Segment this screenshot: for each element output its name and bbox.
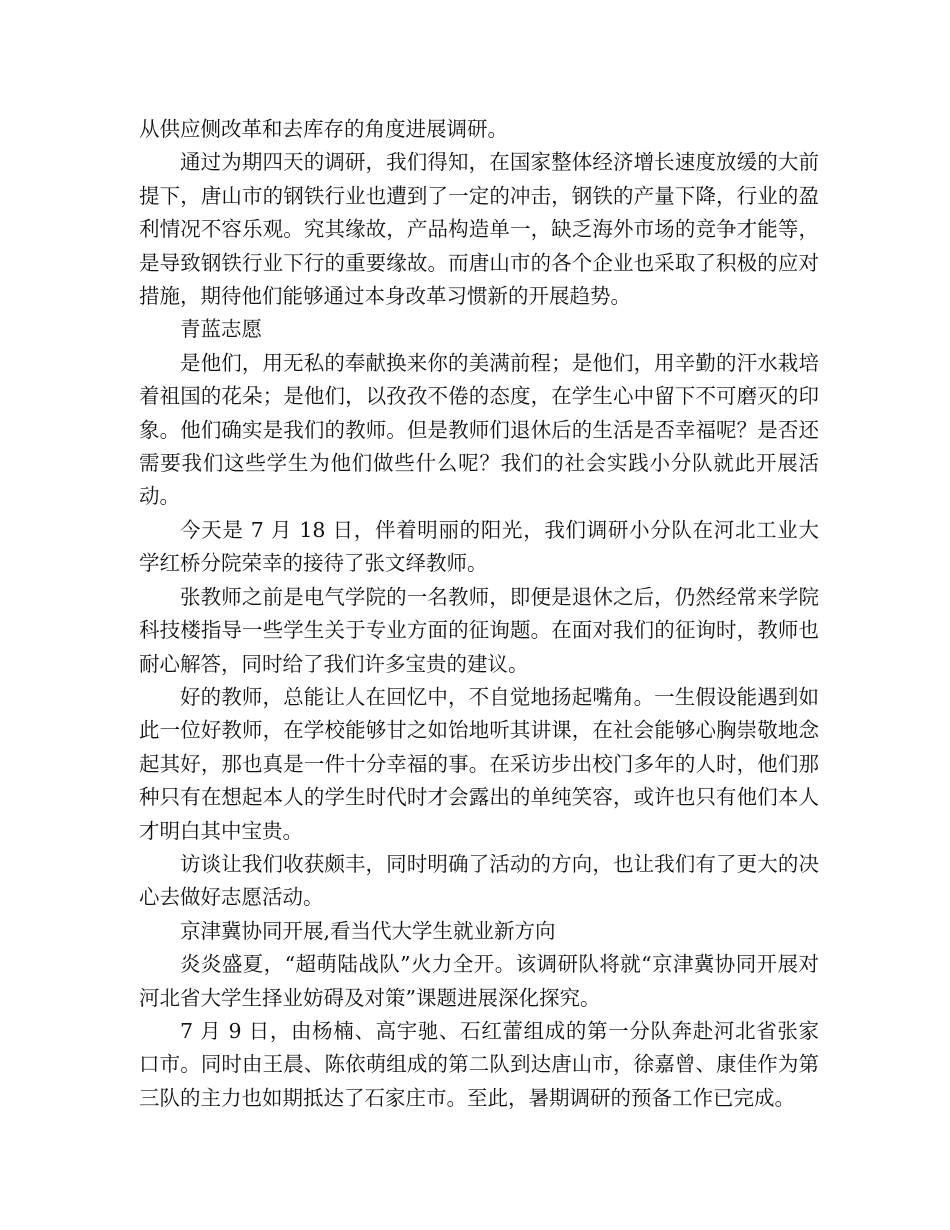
paragraph: 好的教师，总能让人在回忆中，不自觉地扬起嘴角。一生假设能遇到如此一位好教师，在学校能够甘之如饴地听其讲课，在社会能够心胸崇敬地念起其好，那也真是一件十分幸福的事。在采访步出校门多年的人时，他们那种只有在想起本人的学生时代时才会露出的单纯笑容，或许也只有他们本人才明白其中宝贵。 (139, 684, 819, 843)
document-body (139, 113, 819, 1115)
section-heading: 青蓝志愿 (180, 317, 262, 342)
section-heading: 京津冀协同开展,看当代大学生就业新方向 (180, 918, 556, 943)
paragraph: 访谈让我们收获颇丰，同时明确了活动的方向，也让我们有了更大的决心去做好志愿活动。 (139, 851, 819, 910)
paragraph: 通过为期四天的调研，我们得知，在国家整体经济增长速度放缓的大前提下，唐山市的钢铁行业也遭到了一定的冲击，钢铁的产量下降，行业的盈利情况不容乐观。究其缘故，产品构造单一，缺乏海外市场的竞争才能等，是导致钢铁行业下行的重要缘故。而唐山市的各个企业也采取了积极的应对措施，期待他们能够通过本身改革习惯新的开展趋势。 (139, 150, 819, 309)
paragraph: 张教师之前是电气学院的一名教师，即便是退休之后，仍然经常来学院科技楼指导一些学生关于专业方面的征询题。在面对我们的征询时，教师也耐心解答，同时给了我们许多宝贵的建议。 (139, 584, 819, 676)
paragraph: 炎炎盛夏，“超萌陆战队”火力全开。该调研队将就“京津冀协同开展对河北省大学生择业妨碍及对策”课题进展深化探究。 (139, 952, 819, 1010)
paragraph: 是他们，用无私的奉献换来你的美满前程；是他们，用辛勤的汗水栽培着祖国的花朵；是他们，以孜孜不倦的态度，在学生心中留下不可磨灭的印象。他们确实是我们的教师。但是教师们退休后的生活是否幸福呢？是否还需要我们这些学生为他们做些什么呢？我们的社会实践小分队就此开展活动。 (139, 350, 819, 509)
paragraph: 7 月 9 日，由杨楠、高宇驰、石红蕾组成的第一分队奔赴河北省张家口市。同时由王晨、陈依萌组成的第二队到达唐山市，徐嘉曾、康佳作为第三队的主力也如期抵达了石家庄市。至此，暑期调研的预备工作已完成。 (139, 1018, 819, 1110)
paragraph: 从供应侧改革和去库存的角度进展调研。 (139, 117, 508, 141)
paragraph: 今天是 7 月 18 日，伴着明丽的阳光，我们调研小分队在河北工业大学红桥分院荣幸的接待了张文绎教师。 (139, 517, 819, 576)
